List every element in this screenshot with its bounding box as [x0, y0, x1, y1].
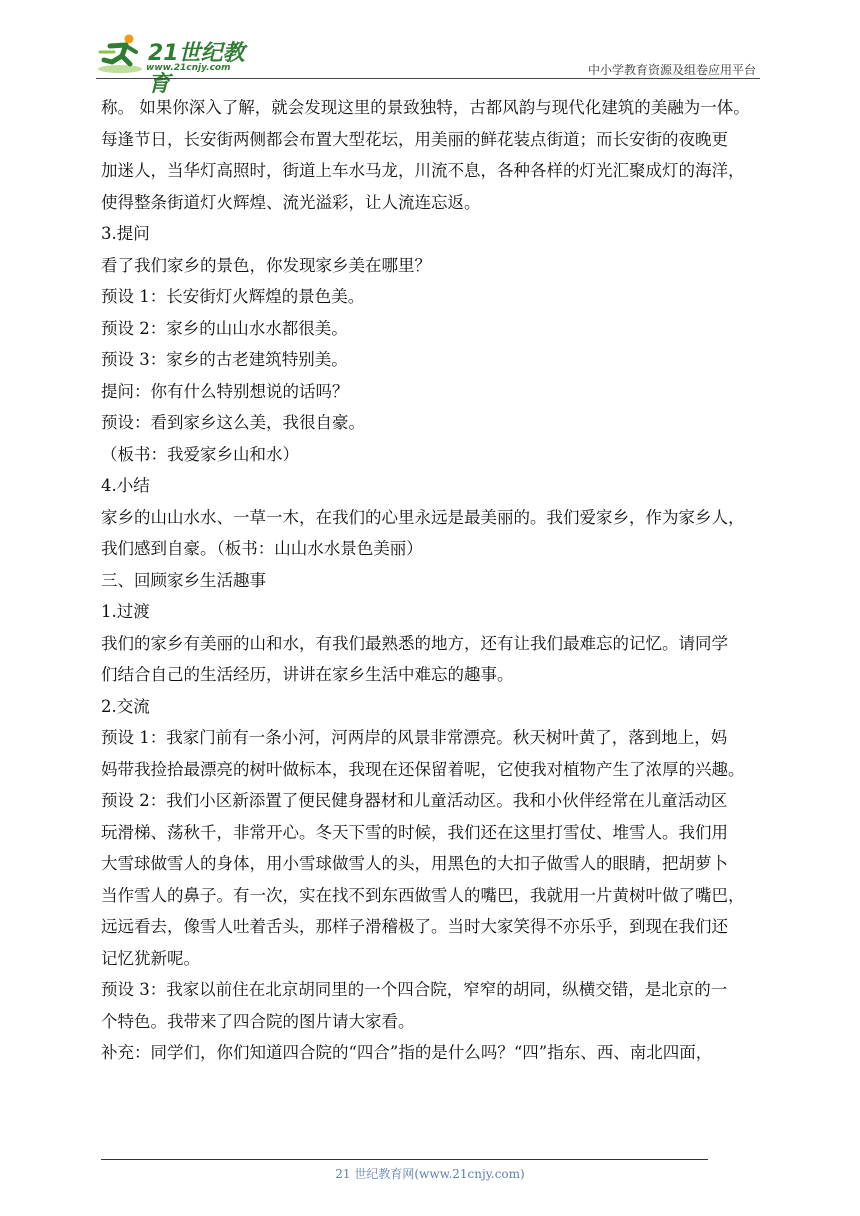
text-line: 1.过渡 [101, 602, 150, 621]
footer-divider [101, 1159, 708, 1160]
text-line: 大雪球做雪人的身体，用小雪球做雪人的头，用黑色的大扣子做雪人的眼睛，把胡萝卜 [101, 854, 728, 873]
text-line: 玩滑梯、荡秋千，非常开心。冬天下雪的时候，我们还在这里打雪仗、堆雪人。我们用 [101, 822, 728, 842]
text-line: （板书：我爱家乡山和水） [101, 444, 299, 464]
text-line: 预设 2：家乡的山山水水都很美。 [101, 318, 348, 338]
text-line: 2.交流 [101, 696, 150, 716]
text-line: 预设 3：家乡的古老建筑特别美。 [101, 350, 348, 369]
text-line: 预设 1：我家门前有一条小河，河两岸的风景非常漂亮。秋天树叶黄了，落到地上，妈 [101, 728, 728, 747]
site-logo[interactable] [96, 30, 266, 97]
runner-logo-icon [96, 32, 146, 76]
text-line: 预设 2：我们小区新添置了便民健身器材和儿童活动区。我和小伙伴经常在儿童活动区 [101, 791, 728, 810]
text-line: 提问：你有什么特别想说的话吗？ [101, 381, 349, 401]
text-line: 妈带我捡拾最漂亮的树叶做标本，我现在还保留着呢，它使我对植物产生了浓厚的兴趣。 [101, 759, 745, 779]
page-header [96, 30, 760, 97]
text-line: 远远看去，像雪人吐着舌头，那样子滑稽极了。当时大家笑得不亦乐乎，到现在我们还 [101, 917, 728, 936]
text-line: 我们的家乡有美丽的山和水，有我们最熟悉的地方，还有让我们最难忘的记忆。请同学 [101, 633, 728, 653]
logo-text: 21世纪教育 [148, 41, 245, 97]
document-body [101, 92, 765, 1069]
logo-url: www.21cnjy.com [146, 63, 231, 73]
text-line: 当作雪人的鼻子。有一次，实在找不到东西做雪人的嘴巴，我就用一片黄树叶做了嘴巴， [101, 885, 745, 905]
text-line: 3.提问 [101, 224, 150, 243]
text-line: 称。 如果你深入了解，就会发现这里的景致独特，古都风韵与现代化建筑的美融为一体。 [101, 98, 750, 117]
text-line: 我们感到自豪。（板书：山山水水景色美丽） [101, 539, 423, 558]
text-line: 记忆犹新呢。 [101, 948, 200, 968]
text-line: 家乡的山山水水、一草一木，在我们的心里永远是最美丽的。我们爱家乡，作为家乡人， [101, 507, 745, 527]
text-line: 补充：同学们，你们知道四合院的“四合”指的是什么吗？“四”指东、西、南北四面， [101, 1043, 713, 1062]
text-line: 使得整条街道灯火辉煌、流光溢彩，让人流连忘返。 [101, 192, 481, 212]
text-line: 看了我们家乡的景色，你发现家乡美在哪里？ [101, 255, 431, 275]
text-line: 预设 3：我家以前住在北京胡同里的一个四合院，窄窄的胡同，纵横交错，是北京的一 [101, 980, 728, 999]
text-line: 预设 1：长安街灯火辉煌的景色美。 [101, 287, 365, 306]
text-line: 个特色。我带来了四合院的图片请大家看。 [101, 1011, 415, 1031]
text-line: 三、回顾家乡生活趣事 [101, 570, 266, 590]
page-footer[interactable]: 21 世纪教育网(www.21cnjy.com) [335, 1167, 525, 1181]
header-divider [96, 78, 760, 79]
text-line: 们结合自己的生活经历，讲讲在家乡生活中难忘的趣事。 [101, 665, 514, 684]
text-line: 每逢节日，长安街两侧都会布置大型花坛，用美丽的鲜花装点街道；而长安街的夜晚更 [101, 129, 728, 149]
text-line: 4.小结 [101, 476, 150, 495]
text-line: 加迷人，当华灯高照时，街道上车水马龙，川流不息，各种各样的灯光汇聚成灯的海洋， [101, 161, 745, 180]
platform-tagline: 中小学教育资源及组卷应用平台 [587, 63, 756, 77]
text-line: 预设：看到家乡这么美，我很自豪。 [101, 413, 365, 432]
